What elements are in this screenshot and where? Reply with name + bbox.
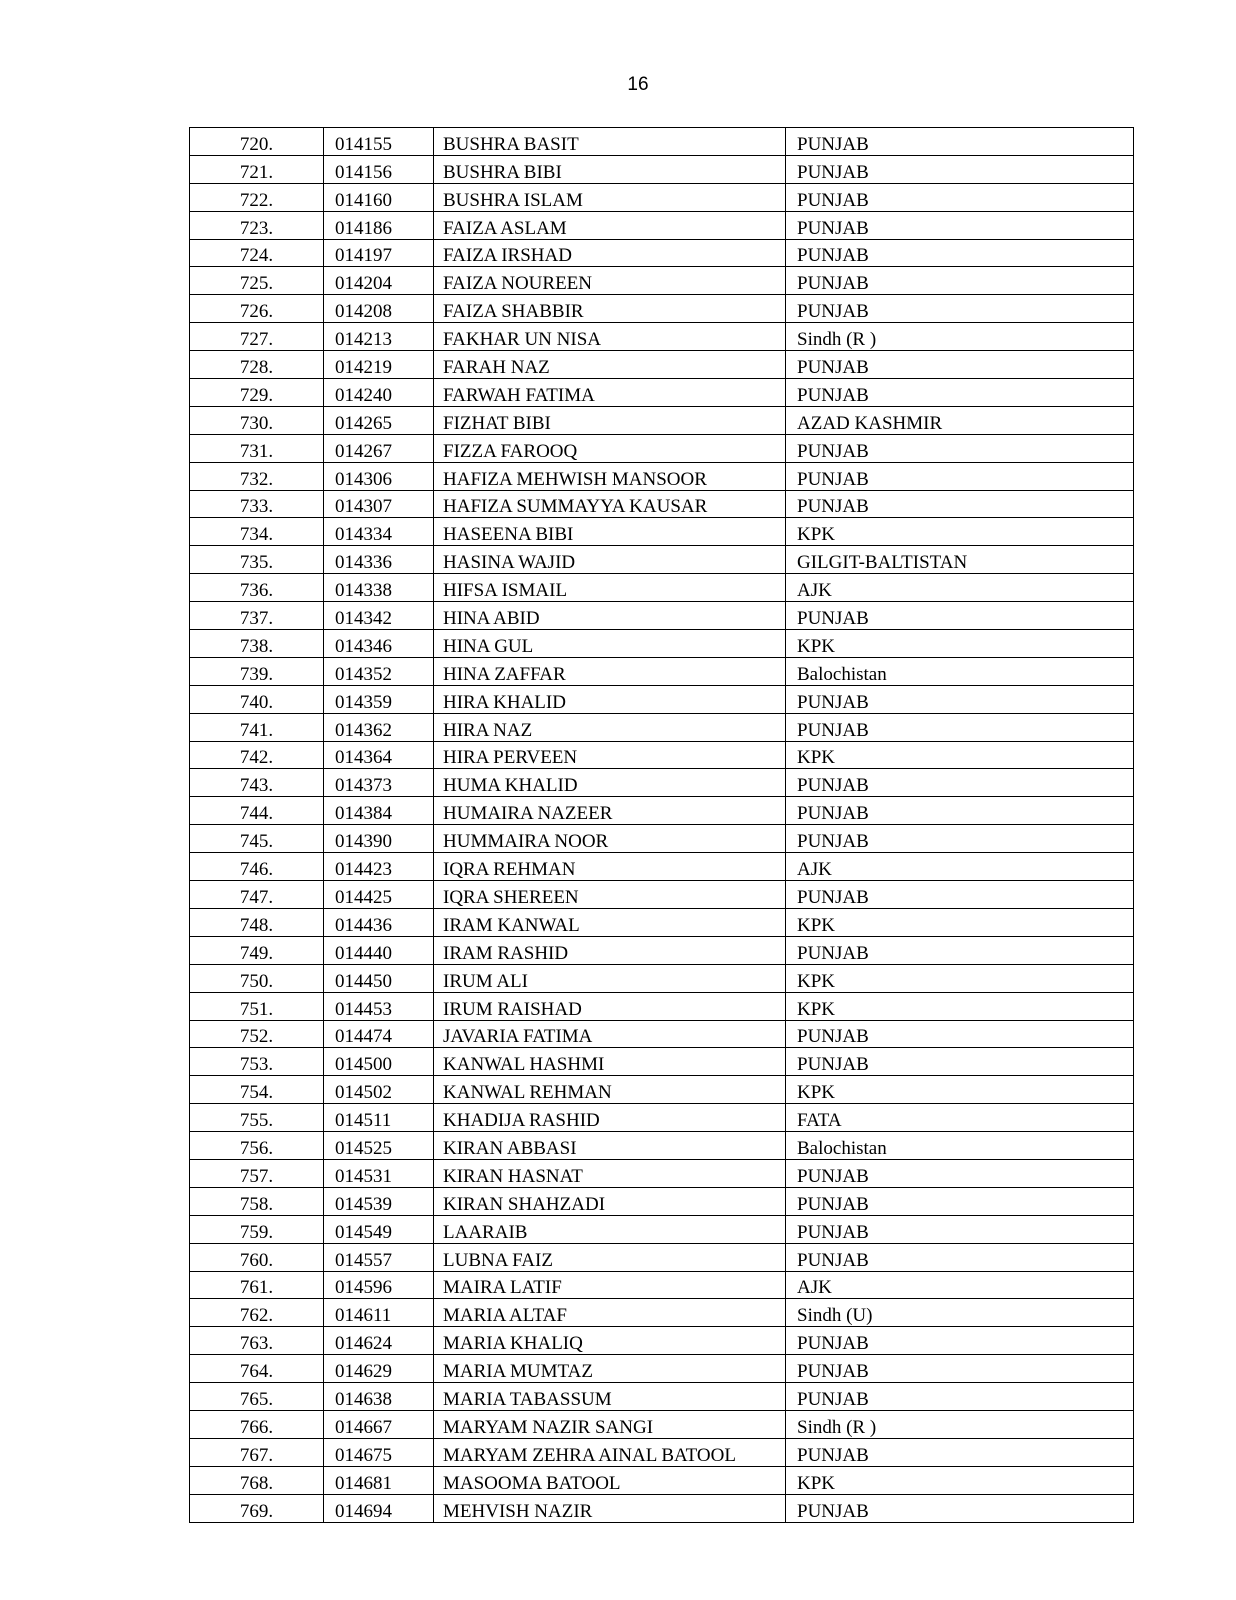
province-cell: AZAD KASHMIR (786, 406, 1134, 434)
serial-number-cell: 764. (190, 1355, 324, 1383)
roll-number-cell: 014440 (324, 936, 434, 964)
province-cell: PUNJAB (786, 351, 1134, 379)
province-cell: PUNJAB (786, 295, 1134, 323)
candidate-table-body (190, 128, 1134, 1523)
serial-number-cell: 755. (190, 1104, 324, 1132)
province-cell: KPK (786, 964, 1134, 992)
roll-number-cell: 014390 (324, 825, 434, 853)
table-row (190, 713, 1134, 741)
candidate-name-cell: BUSHRA BIBI (434, 155, 786, 183)
serial-number-cell: 723. (190, 211, 324, 239)
roll-number-cell: 014675 (324, 1438, 434, 1466)
candidate-name-cell: HAFIZA MEHWISH MANSOOR (434, 462, 786, 490)
candidate-name-cell: KHADIJA RASHID (434, 1104, 786, 1132)
serial-number-cell: 726. (190, 295, 324, 323)
roll-number-cell: 014213 (324, 323, 434, 351)
province-cell: PUNJAB (786, 881, 1134, 909)
province-cell: KPK (786, 630, 1134, 658)
roll-number-cell: 014338 (324, 574, 434, 602)
candidate-name-cell: KIRAN SHAHZADI (434, 1187, 786, 1215)
table-row (190, 908, 1134, 936)
province-cell: AJK (786, 574, 1134, 602)
serial-number-cell: 728. (190, 351, 324, 379)
table-row (190, 1020, 1134, 1048)
table-row (190, 295, 1134, 323)
roll-number-cell: 014450 (324, 964, 434, 992)
serial-number-cell: 740. (190, 685, 324, 713)
candidate-name-cell: FARWAH FATIMA (434, 379, 786, 407)
province-cell: KPK (786, 741, 1134, 769)
candidate-name-cell: LAARAIB (434, 1215, 786, 1243)
serial-number-cell: 720. (190, 128, 324, 156)
candidate-name-cell: MARYAM ZEHRA AINAL BATOOL (434, 1438, 786, 1466)
table-row (190, 1383, 1134, 1411)
serial-number-cell: 757. (190, 1159, 324, 1187)
serial-number-cell: 762. (190, 1299, 324, 1327)
table-row (190, 574, 1134, 602)
serial-number-cell: 753. (190, 1048, 324, 1076)
roll-number-cell: 014346 (324, 630, 434, 658)
roll-number-cell: 014681 (324, 1466, 434, 1494)
roll-number-cell: 014359 (324, 685, 434, 713)
table-row (190, 155, 1134, 183)
roll-number-cell: 014667 (324, 1410, 434, 1438)
candidate-name-cell: HASEENA BIBI (434, 518, 786, 546)
table-row (190, 1243, 1134, 1271)
candidate-table (189, 127, 1134, 1523)
serial-number-cell: 768. (190, 1466, 324, 1494)
serial-number-cell: 747. (190, 881, 324, 909)
table-row (190, 211, 1134, 239)
roll-number-cell: 014160 (324, 183, 434, 211)
roll-number-cell: 014638 (324, 1383, 434, 1411)
table-row (190, 881, 1134, 909)
province-cell: PUNJAB (786, 936, 1134, 964)
roll-number-cell: 014500 (324, 1048, 434, 1076)
table-row (190, 351, 1134, 379)
roll-number-cell: 014557 (324, 1243, 434, 1271)
roll-number-cell: 014267 (324, 434, 434, 462)
province-cell: FATA (786, 1104, 1134, 1132)
roll-number-cell: 014364 (324, 741, 434, 769)
table-row (190, 546, 1134, 574)
candidate-name-cell: HINA ABID (434, 602, 786, 630)
roll-number-cell: 014624 (324, 1327, 434, 1355)
province-cell: PUNJAB (786, 267, 1134, 295)
candidate-name-cell: IRAM KANWAL (434, 908, 786, 936)
province-cell: PUNJAB (786, 825, 1134, 853)
serial-number-cell: 744. (190, 797, 324, 825)
roll-number-cell: 014373 (324, 769, 434, 797)
roll-number-cell: 014511 (324, 1104, 434, 1132)
candidate-name-cell: FAIZA NOUREEN (434, 267, 786, 295)
province-cell: PUNJAB (786, 713, 1134, 741)
serial-number-cell: 758. (190, 1187, 324, 1215)
serial-number-cell: 741. (190, 713, 324, 741)
province-cell: AJK (786, 1271, 1134, 1299)
province-cell: KPK (786, 992, 1134, 1020)
table-row (190, 1215, 1134, 1243)
candidate-name-cell: HUMAIRA NAZEER (434, 797, 786, 825)
serial-number-cell: 746. (190, 853, 324, 881)
serial-number-cell: 729. (190, 379, 324, 407)
province-cell: Balochistan (786, 657, 1134, 685)
roll-number-cell: 014307 (324, 490, 434, 518)
candidate-name-cell: HUMA KHALID (434, 769, 786, 797)
serial-number-cell: 732. (190, 462, 324, 490)
candidate-name-cell: FIZHAT BIBI (434, 406, 786, 434)
serial-number-cell: 742. (190, 741, 324, 769)
candidate-name-cell: MARIA MUMTAZ (434, 1355, 786, 1383)
candidate-name-cell: HIRA NAZ (434, 713, 786, 741)
province-cell: PUNJAB (786, 1243, 1134, 1271)
table-row (190, 964, 1134, 992)
table-row (190, 490, 1134, 518)
table-row (190, 1076, 1134, 1104)
table-row (190, 630, 1134, 658)
roll-number-cell: 014531 (324, 1159, 434, 1187)
province-cell: Sindh (R ) (786, 1410, 1134, 1438)
candidate-name-cell: MAIRA LATIF (434, 1271, 786, 1299)
table-row (190, 1271, 1134, 1299)
candidate-name-cell: HIRA KHALID (434, 685, 786, 713)
serial-number-cell: 724. (190, 239, 324, 267)
province-cell: PUNJAB (786, 1215, 1134, 1243)
table-row (190, 1299, 1134, 1327)
serial-number-cell: 735. (190, 546, 324, 574)
candidate-name-cell: MARIA KHALIQ (434, 1327, 786, 1355)
table-row (190, 1466, 1134, 1494)
roll-number-cell: 014155 (324, 128, 434, 156)
table-row (190, 1327, 1134, 1355)
candidate-name-cell: IQRA REHMAN (434, 853, 786, 881)
serial-number-cell: 752. (190, 1020, 324, 1048)
candidate-name-cell: HIFSA ISMAIL (434, 574, 786, 602)
province-cell: PUNJAB (786, 1048, 1134, 1076)
roll-number-cell: 014208 (324, 295, 434, 323)
page-number: 16 (627, 74, 649, 95)
province-cell: KPK (786, 1076, 1134, 1104)
candidate-name-cell: LUBNA FAIZ (434, 1243, 786, 1271)
province-cell: PUNJAB (786, 1355, 1134, 1383)
table-row (190, 1355, 1134, 1383)
serial-number-cell: 734. (190, 518, 324, 546)
serial-number-cell: 743. (190, 769, 324, 797)
roll-number-cell: 014362 (324, 713, 434, 741)
serial-number-cell: 751. (190, 992, 324, 1020)
candidate-name-cell: MARYAM NAZIR SANGI (434, 1410, 786, 1438)
province-cell: KPK (786, 1466, 1134, 1494)
serial-number-cell: 759. (190, 1215, 324, 1243)
candidate-name-cell: FAKHAR UN NISA (434, 323, 786, 351)
serial-number-cell: 754. (190, 1076, 324, 1104)
province-cell: PUNJAB (786, 211, 1134, 239)
table-row (190, 741, 1134, 769)
roll-number-cell: 014219 (324, 351, 434, 379)
serial-number-cell: 750. (190, 964, 324, 992)
province-cell: PUNJAB (786, 1187, 1134, 1215)
candidate-name-cell: FIZZA FAROOQ (434, 434, 786, 462)
province-cell: PUNJAB (786, 1494, 1134, 1522)
table-row (190, 936, 1134, 964)
serial-number-cell: 739. (190, 657, 324, 685)
table-row (190, 239, 1134, 267)
roll-number-cell: 014539 (324, 1187, 434, 1215)
candidate-name-cell: MARIA ALTAF (434, 1299, 786, 1327)
candidate-name-cell: HASINA WAJID (434, 546, 786, 574)
province-cell: PUNJAB (786, 602, 1134, 630)
province-cell: PUNJAB (786, 685, 1134, 713)
candidate-name-cell: MARIA TABASSUM (434, 1383, 786, 1411)
table-row (190, 128, 1134, 156)
candidate-name-cell: FAIZA SHABBIR (434, 295, 786, 323)
serial-number-cell: 769. (190, 1494, 324, 1522)
province-cell: PUNJAB (786, 1383, 1134, 1411)
table-row (190, 434, 1134, 462)
candidate-name-cell: KANWAL REHMAN (434, 1076, 786, 1104)
province-cell: PUNJAB (786, 1159, 1134, 1187)
table-row (190, 1159, 1134, 1187)
serial-number-cell: 736. (190, 574, 324, 602)
roll-number-cell: 014502 (324, 1076, 434, 1104)
roll-number-cell: 014334 (324, 518, 434, 546)
roll-number-cell: 014197 (324, 239, 434, 267)
candidate-name-cell: MASOOMA BATOOL (434, 1466, 786, 1494)
candidate-name-cell: HUMMAIRA NOOR (434, 825, 786, 853)
candidate-name-cell: FARAH NAZ (434, 351, 786, 379)
province-cell: PUNJAB (786, 239, 1134, 267)
province-cell: PUNJAB (786, 1327, 1134, 1355)
serial-number-cell: 745. (190, 825, 324, 853)
candidate-name-cell: HAFIZA SUMMAYYA KAUSAR (434, 490, 786, 518)
candidate-name-cell: KIRAN HASNAT (434, 1159, 786, 1187)
roll-number-cell: 014306 (324, 462, 434, 490)
serial-number-cell: 737. (190, 602, 324, 630)
serial-number-cell: 748. (190, 908, 324, 936)
province-cell: PUNJAB (786, 490, 1134, 518)
roll-number-cell: 014336 (324, 546, 434, 574)
serial-number-cell: 722. (190, 183, 324, 211)
table-row (190, 379, 1134, 407)
serial-number-cell: 765. (190, 1383, 324, 1411)
table-row (190, 797, 1134, 825)
table-row (190, 518, 1134, 546)
candidate-name-cell: FAIZA ASLAM (434, 211, 786, 239)
province-cell: PUNJAB (786, 769, 1134, 797)
candidate-name-cell: BUSHRA BASIT (434, 128, 786, 156)
province-cell: Sindh (U) (786, 1299, 1134, 1327)
serial-number-cell: 731. (190, 434, 324, 462)
serial-number-cell: 730. (190, 406, 324, 434)
roll-number-cell: 014156 (324, 155, 434, 183)
serial-number-cell: 763. (190, 1327, 324, 1355)
table-row (190, 769, 1134, 797)
roll-number-cell: 014629 (324, 1355, 434, 1383)
table-row (190, 853, 1134, 881)
roll-number-cell: 014474 (324, 1020, 434, 1048)
roll-number-cell: 014204 (324, 267, 434, 295)
candidate-name-cell: BUSHRA ISLAM (434, 183, 786, 211)
table-row (190, 657, 1134, 685)
province-cell: Balochistan (786, 1132, 1134, 1160)
candidate-name-cell: JAVARIA FATIMA (434, 1020, 786, 1048)
candidate-name-cell: IQRA SHEREEN (434, 881, 786, 909)
province-cell: GILGIT-BALTISTAN (786, 546, 1134, 574)
candidate-name-cell: KANWAL HASHMI (434, 1048, 786, 1076)
roll-number-cell: 014423 (324, 853, 434, 881)
roll-number-cell: 014342 (324, 602, 434, 630)
table-row (190, 323, 1134, 351)
province-cell: PUNJAB (786, 155, 1134, 183)
table-row (190, 992, 1134, 1020)
serial-number-cell: 721. (190, 155, 324, 183)
table-row (190, 1410, 1134, 1438)
roll-number-cell: 014436 (324, 908, 434, 936)
province-cell: PUNJAB (786, 434, 1134, 462)
candidate-name-cell: HINA GUL (434, 630, 786, 658)
serial-number-cell: 733. (190, 490, 324, 518)
province-cell: PUNJAB (786, 128, 1134, 156)
roll-number-cell: 014425 (324, 881, 434, 909)
province-cell: PUNJAB (786, 1020, 1134, 1048)
table-row (190, 1187, 1134, 1215)
roll-number-cell: 014453 (324, 992, 434, 1020)
table-row (190, 602, 1134, 630)
candidate-name-cell: IRUM ALI (434, 964, 786, 992)
table-row (190, 406, 1134, 434)
province-cell: PUNJAB (786, 462, 1134, 490)
roll-number-cell: 014525 (324, 1132, 434, 1160)
serial-number-cell: 727. (190, 323, 324, 351)
roll-number-cell: 014384 (324, 797, 434, 825)
table-row (190, 685, 1134, 713)
roll-number-cell: 014265 (324, 406, 434, 434)
candidate-name-cell: KIRAN ABBASI (434, 1132, 786, 1160)
table-row (190, 1438, 1134, 1466)
serial-number-cell: 756. (190, 1132, 324, 1160)
province-cell: PUNJAB (786, 1438, 1134, 1466)
roll-number-cell: 014596 (324, 1271, 434, 1299)
candidate-name-cell: IRUM RAISHAD (434, 992, 786, 1020)
serial-number-cell: 761. (190, 1271, 324, 1299)
candidate-name-cell: HINA ZAFFAR (434, 657, 786, 685)
serial-number-cell: 738. (190, 630, 324, 658)
candidate-name-cell: HIRA PERVEEN (434, 741, 786, 769)
province-cell: KPK (786, 518, 1134, 546)
province-cell: Sindh (R ) (786, 323, 1134, 351)
serial-number-cell: 749. (190, 936, 324, 964)
province-cell: PUNJAB (786, 183, 1134, 211)
serial-number-cell: 766. (190, 1410, 324, 1438)
table-row (190, 1132, 1134, 1160)
province-cell: PUNJAB (786, 797, 1134, 825)
province-cell: PUNJAB (786, 379, 1134, 407)
roll-number-cell: 014186 (324, 211, 434, 239)
table-row (190, 825, 1134, 853)
candidate-name-cell: IRAM RASHID (434, 936, 786, 964)
table-row (190, 1494, 1134, 1522)
serial-number-cell: 767. (190, 1438, 324, 1466)
table-row (190, 1048, 1134, 1076)
serial-number-cell: 725. (190, 267, 324, 295)
serial-number-cell: 760. (190, 1243, 324, 1271)
roll-number-cell: 014694 (324, 1494, 434, 1522)
table-row (190, 267, 1134, 295)
candidate-name-cell: MEHVISH NAZIR (434, 1494, 786, 1522)
roll-number-cell: 014549 (324, 1215, 434, 1243)
candidate-name-cell: FAIZA IRSHAD (434, 239, 786, 267)
table-row (190, 1104, 1134, 1132)
province-cell: AJK (786, 853, 1134, 881)
province-cell: KPK (786, 908, 1134, 936)
roll-number-cell: 014240 (324, 379, 434, 407)
roll-number-cell: 014352 (324, 657, 434, 685)
table-row (190, 462, 1134, 490)
table-row (190, 183, 1134, 211)
roll-number-cell: 014611 (324, 1299, 434, 1327)
